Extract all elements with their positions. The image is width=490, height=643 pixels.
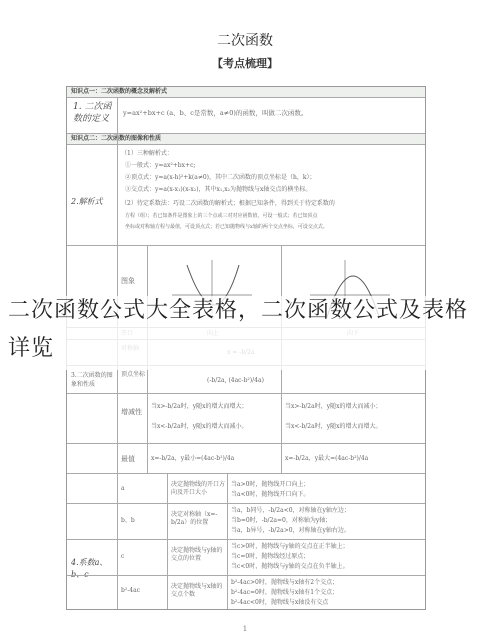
form-line: ②顶点式：y=a(x-h)²+k(a≠0)，其中二次函数的顶点坐标是（h，k）； <box>125 174 316 181</box>
form-line: 方程（组）；若已知条件是图象上的三个点或三对对应函数值，可设一般式；若已知顶点 <box>125 213 318 219</box>
section-title-2: 知识点二：二次函数的图像和性质 <box>71 135 162 142</box>
extreme-label: 最值 <box>121 455 135 463</box>
definition-text: y=ax²+bx+c (a、b、c是常数，a≠0)的函数，叫做二次函数。 <box>123 109 308 117</box>
coef-desc: 决定抛物线与x轴的交点个数 <box>171 583 223 598</box>
coef-detail: b²-4ac<0时，抛物线与x轴没有交点 <box>231 599 329 606</box>
document-title: 二次函数 <box>217 33 273 49</box>
coef-detail: 当c=0时，抛物线经过原点； <box>231 553 310 560</box>
coef-detail: 当a<0时，抛物线开口向下。 <box>231 491 310 498</box>
coef-desc: 决定对称轴（x=-b/2a）的位置 <box>171 511 218 526</box>
form-line: （1）三种解析式： <box>121 150 173 157</box>
mono-left-1: 当x>-b/2a时，y随x的增大而增大； <box>151 403 248 410</box>
mono-right-2: 当x<-b/2a时，y随x的增大而增大。 <box>285 423 382 430</box>
coef-name: c <box>121 553 125 560</box>
row-label-definition: 1. 二次函数的定义 <box>73 102 112 124</box>
coef-detail: 当b=0时，-b/2a=0，对称轴为y轴； <box>231 517 332 524</box>
coef-label: 4.系数a、b、c <box>71 558 108 579</box>
coef-name: b²-4ac <box>121 587 141 594</box>
mono-right-1: 当x>-b/2a时，y随x的增大而减小； <box>285 403 382 410</box>
form-line: ①一般式：y=ax²+bx+c; <box>125 162 196 169</box>
coef-detail: b²-4ac>0时，抛物线与x轴有2个交点； <box>231 579 339 586</box>
row-label-forms: 2.解析式 <box>71 197 103 206</box>
coef-detail: b²-4ac=0时，抛物线与x轴有1个交点； <box>231 589 339 596</box>
coef-detail: 当c<0时，抛物线与y轴的交点在负半轴上。 <box>231 563 349 570</box>
graph-label: 图象 <box>121 277 135 285</box>
form-line: （2）待定系数法：巧设二次函数的解析式；根据已知条件，得到关于待定系数的 <box>121 200 335 207</box>
page-number: 1 <box>242 625 248 633</box>
coef-name: b、b <box>121 517 135 524</box>
mono-label: 增减性 <box>121 408 142 416</box>
document-subtitle: 【考点梳理】 <box>212 57 278 70</box>
vertex-value: (-b/2a, (4ac-b²)/4a) <box>207 377 264 384</box>
form-line: ③交点式：y=a(x-x₁)(x-x₂)，其中x₁,x₂为抛物线与x轴交点的横坐标。 <box>125 186 312 193</box>
coef-desc: 决定抛物线与y轴的交点的位置 <box>171 547 223 562</box>
extreme-right: x=-b/2a，y最大=(4ac-b²)/4a <box>285 455 369 462</box>
coef-desc: 决定抛物线的开口方向及开口大小 <box>171 481 226 496</box>
section-title-1: 知识点一：二次函数的概念及解析式 <box>71 88 168 95</box>
headline-overlay: 二次函数公式大全表格，二次函数公式及表格详览 <box>8 298 469 361</box>
extreme-left: x=-b/2a，y最小=(4ac-b²)/4a <box>151 455 235 462</box>
coef-detail: 当c>0时，抛物线与y轴的交点在正半轴上； <box>231 543 349 550</box>
mono-left-2: 当x<-b/2a时，y随x的增大而减小。 <box>151 423 248 430</box>
coef-name: a <box>121 485 125 492</box>
coef-detail: 当a，b异号，-b/2a>0，对称轴在y轴右边。 <box>231 527 350 534</box>
vertex-label: 顶点坐标 <box>121 371 146 378</box>
props-label: 3.二次函数的图象和性质 <box>71 372 113 388</box>
coef-detail: 当a，b同号，-b/2a<0，对称轴在y轴左边； <box>231 507 350 514</box>
form-line: 坐标或对称轴方程与最值，可设顶点式；若已知抛物线与x轴的两个交点坐标，可设交点式。 <box>125 224 328 230</box>
coef-detail: 当a>0时，抛物线开口向上； <box>231 481 310 488</box>
